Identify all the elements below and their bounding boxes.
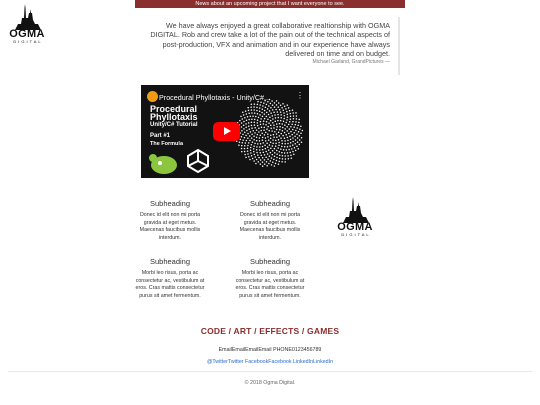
video-embed[interactable] [141, 85, 309, 178]
feature-block [133, 199, 207, 242]
testimonial-text: We have always enjoyed a great collaborative reaItionship with OGMA DIGITAL. Rob and crew take a lot of the pain out of the technical aspects of post-production, VFX and animation and in our experience have always delivered on time and on budget. [150, 21, 390, 58]
logo-subtitle: DIGITAL [341, 232, 371, 237]
feature-heading: Subheading [149, 199, 191, 208]
feature-text: Morbi leo risus, porta ac consectetur ac, vestibulum at eros. Cras mattis consectetur purus sit amet fermentum. [135, 270, 205, 299]
ogma-logo-secondary [334, 197, 376, 237]
phyllotaxis-pattern-icon [233, 97, 305, 169]
thumbnail-line: Unity/C# Tutorial [150, 122, 198, 128]
thumbnail-line: Procedural [150, 104, 198, 114]
logo-wordmark: OGMA [9, 28, 45, 40]
thumbnail-line: The Formula [150, 141, 184, 147]
services-tagline: CODE / ART / EFFECTS / GAMES [200, 326, 340, 336]
thumbnail-line: Part #1 [150, 133, 171, 139]
feature-text: Donec id elit non mi porta gravida at eget metus. Maecenas faucibus mollis interdum. [239, 212, 301, 241]
feature-block [133, 257, 207, 300]
castle-icon [12, 4, 42, 30]
logo-wordmark: OGMA [337, 221, 373, 233]
ogma-logo[interactable] [6, 4, 48, 44]
testimonial-bar [398, 17, 400, 75]
testimonial [140, 21, 390, 66]
feature-heading: Subheading [249, 199, 291, 208]
footer-divider [8, 371, 532, 372]
green-blob-icon [148, 151, 182, 175]
video-title[interactable]: Procedural Phyllotaxis - Unity/C#... [159, 93, 271, 102]
feature-block [233, 257, 307, 300]
feature-heading: Subheading [249, 257, 291, 266]
feature-text: Donec id elit non mi porta gravida at eget metus. Maecenas faucibus mollis interdum. [139, 212, 201, 241]
unity-logo-icon [186, 149, 210, 173]
video-menu-icon[interactable]: ⋮ [296, 91, 304, 100]
feature-heading: Subheading [149, 257, 191, 266]
channel-avatar[interactable] [147, 91, 158, 102]
play-button[interactable] [213, 122, 240, 141]
logo-subtitle: DIGITAL [13, 39, 43, 44]
contact-links[interactable]: EmailEmailEmailEmail PHONE0123456789 [218, 347, 322, 353]
thumbnail-text [150, 105, 198, 148]
testimonial-author: Michael Garland, GrandPictures — [312, 59, 390, 66]
feature-block [233, 199, 307, 242]
thumbnail-line: Phyllotaxis [150, 112, 198, 122]
feature-text: Morbi leo risus, porta ac consectetur ac, vestibulum at eros. Cras mattis consectetur purus sit amet fermentum. [235, 270, 305, 299]
news-banner[interactable]: News about an upcoming project that I want everyone to see. [135, 0, 405, 8]
copyright: © 2018 Ogma Digital. [244, 380, 296, 386]
castle-icon [340, 197, 370, 223]
social-links[interactable]: @TwitterTwitter FacebookFacebook LinkedInLinkedIn [206, 359, 334, 365]
